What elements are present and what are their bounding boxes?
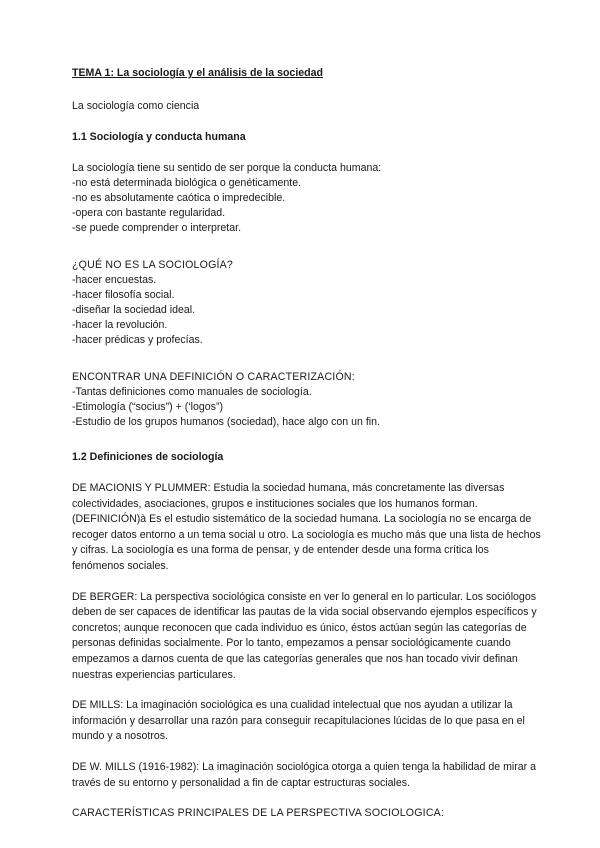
- list-item: -hacer encuestas.: [72, 274, 157, 286]
- list-item: -hacer la revolución.: [72, 319, 168, 331]
- list-item: -hacer filosofía social.: [72, 289, 175, 301]
- list-item: -opera con bastante regularidad.: [72, 207, 226, 219]
- list-item: -se puede comprender o interpretar.: [72, 222, 242, 234]
- definicion-block: [72, 370, 542, 430]
- list-item: -Estudio de los grupos humanos (sociedad), hace algo con un fin.: [72, 416, 380, 428]
- list-item: -no está determinada biológica o genéticamente.: [72, 177, 302, 189]
- section-heading-1-1: 1.1 Sociología y conducta humana: [72, 131, 246, 143]
- paragraph-text: La sociología tiene su sentido de ser porque la conducta humana:: [72, 162, 382, 174]
- section-heading-1-2: 1.2 Definiciones de sociología: [72, 451, 224, 463]
- paragraph-mills: DE MILLS: La imaginación sociológica es una cualidad intelectual que nos ayudan a utilizar la información y desarrollar una razón para conseguir recapitulaciones lúcidas de lo que pasa en el mundo y a nosotros.: [72, 699, 525, 743]
- conducta-humana-block: [72, 161, 542, 236]
- definition-heading: ENCONTRAR UNA DEFINICIÓN O CARACTERIZACIÓN:: [72, 371, 355, 383]
- que-no-es-block: [72, 258, 542, 348]
- document-title: TEMA 1: La sociología y el análisis de la sociedad: [72, 67, 323, 79]
- list-item: -diseñar la sociedad ideal.: [72, 304, 196, 316]
- paragraph-macionis: DE MACIONIS Y PLUMMER: Estudia la sociedad humana, más concretamente las diversas colectividades, asociaciones, grupos e instituciones sociales que los humanos forman. (DEFINICIÓN)à Es el estudio sistemático de la sociedad humana. La sociología no se encarga de recoger datos entorno a un tema social u otro. La sociología es mucho más que una lista de hechos y cifras. La sociología es una forma de pensar, y de entender desde una forma crítica los fenómenos sociales.: [72, 482, 541, 572]
- list-item: -no es absolutamente caótica o impredecible.: [72, 192, 286, 204]
- question-heading: ¿QUÉ NO ES LA SOCIOLOGÍA?: [72, 259, 234, 271]
- document-page: [72, 66, 542, 821]
- paragraph-w-mills: DE W. MILLS (1916-1982): La imaginación sociológica otorga a quien tenga la habilidad de mirar a través de su entorno y personalidad a fin de captar estructuras sociales.: [72, 760, 537, 789]
- characteristics-heading: CARACTERÍSTICAS PRINCIPALES DE LA PERSPECTIVA SOCIOLOGICA:: [72, 807, 445, 820]
- list-item: -Tantas definiciones como manuales de sociología.: [72, 386, 312, 398]
- list-item: -hacer prédicas y profecías.: [72, 334, 203, 346]
- document-subtitle: La sociología como ciencia: [72, 100, 200, 112]
- paragraph-berger: DE BERGER: La perspectiva sociológica consiste en ver lo general en lo particular. Los sociólogos deben de ser capaces de identificar las pautas de la vida social observando ejemplos específicos y concretos; aunque reconocen que cada individuo es único, éstos actúan según las categorías de personas definidas socialmente. Por lo tanto, empezamos a pensar sociológicamente cuando empezamos a darnos cuenta de que las categorías generales que nos han tocado vivir definan nuestras experiencias particulares.: [72, 590, 537, 681]
- list-item: -Etimología (“socius”) + (‘logos”): [72, 401, 223, 413]
